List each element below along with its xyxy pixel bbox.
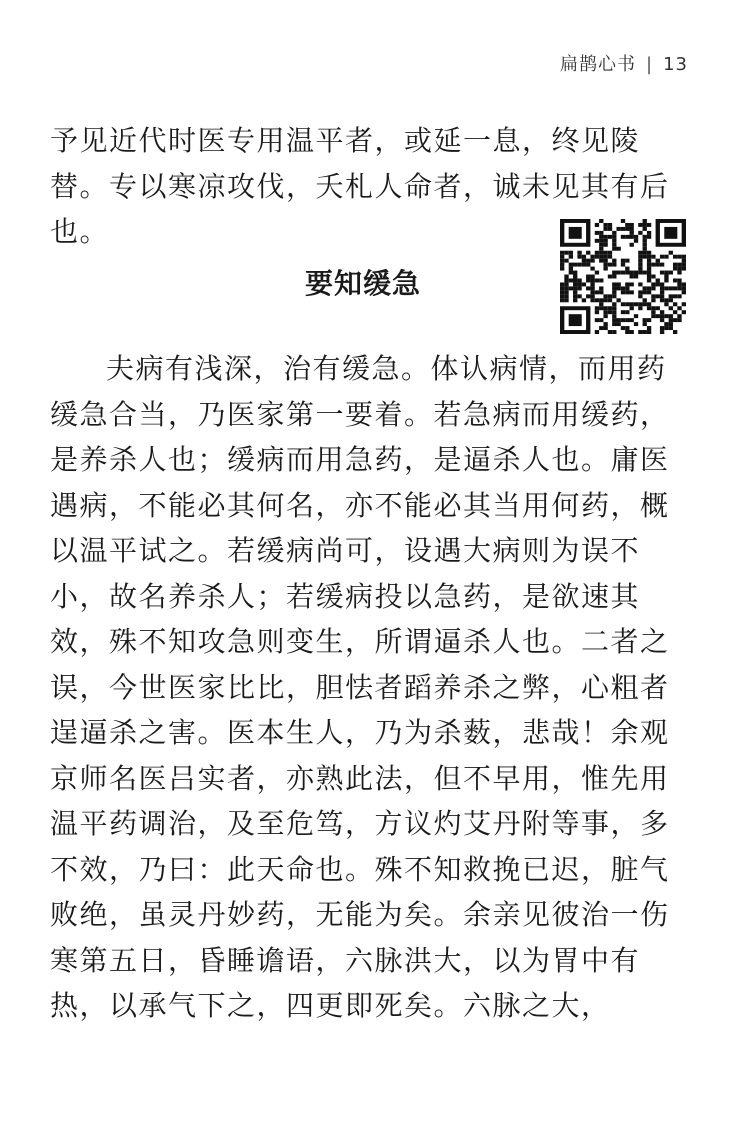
- running-header: [560, 50, 688, 76]
- intro-paragraph: 予见近代时医专用温平者，或延一息，终见陵替。专以寒凉攻伐，夭札人命者，诚未见其有后也。: [50, 124, 670, 248]
- section-paragraph: 夫病有浅深，治有缓急。体认病情，而用药缓急合当，乃医家第一要着。若急病而用缓药，是养杀人也；缓病而用急药，是逼杀人也。庸医遇病，不能必其何名，亦不能必其当用何药，概以温平试之。若缓病尚可，设遇大病则为误不小，故名养杀人；若缓病投以急药，是欲速其效，殊不知攻急则变生，所谓逼杀人也。二者之误，今世医家比比，胆怯者蹈养杀之弊，心粗者逞逼杀之害。医本生人，乃为杀薮，悲哉！余观京师名医吕实者，亦熟此法，但不早用，惟先用温平药调治，及至危笃，方议灼艾丹附等事，多不效，乃曰：此天命也。殊不知救挽已迟，脏气败绝，虽灵丹妙药，无能为矣。余亲见彼治一伤寒第五日，昏睡谵语，六脉洪大，以为胃中有热，以承气下之，四更即死矣。六脉之大，: [50, 352, 670, 1022]
- header-separator: |: [646, 54, 654, 75]
- qr-code-icon[interactable]: [560, 219, 686, 334]
- book-title: 扁鹊心书: [560, 54, 637, 75]
- section-title: 要知缓急: [305, 267, 422, 300]
- page-number: 13: [663, 54, 688, 75]
